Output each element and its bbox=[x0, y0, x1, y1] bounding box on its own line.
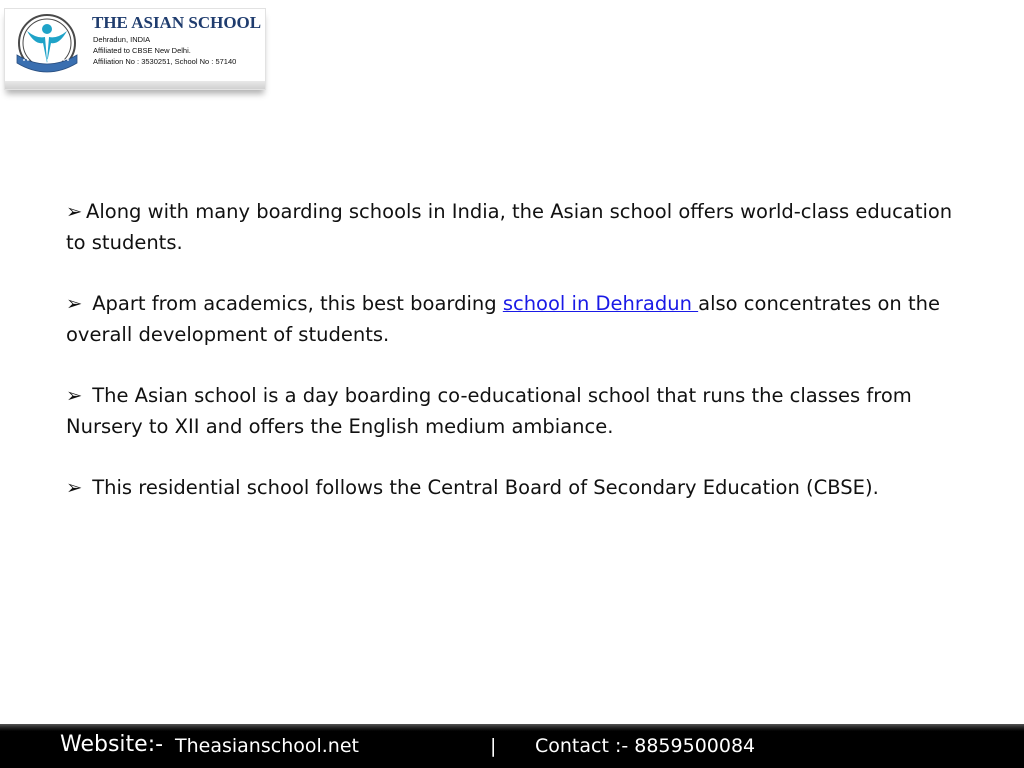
arrow-bullet-icon: ➢ bbox=[66, 292, 83, 315]
content-body bbox=[66, 196, 971, 533]
arrow-bullet-icon: ➢ bbox=[66, 384, 83, 407]
header-logo-panel bbox=[4, 8, 266, 90]
arrow-bullet-icon: ➢ bbox=[66, 200, 83, 223]
paragraph-4 bbox=[66, 472, 971, 503]
school-affiliation-number: Affiliation No : 3530251, School No : 57140 bbox=[93, 57, 237, 66]
school-affiliation: Affiliated to CBSE New Delhi. bbox=[93, 46, 191, 55]
footer-separator: | bbox=[490, 735, 497, 757]
paragraph-text-after-link: also concentrates on the overall development of students. bbox=[66, 292, 940, 346]
school-name: THE ASIAN SCHOOL bbox=[92, 13, 262, 32]
website-label: Website:- bbox=[60, 732, 164, 757]
paragraph-text: This residential school follows the Central Board of Secondary Education (CBSE). bbox=[86, 476, 879, 499]
paragraph-2 bbox=[66, 288, 971, 350]
school-location: Dehradun, INDIA bbox=[93, 35, 151, 44]
website-value: Theasianschool.net bbox=[175, 735, 359, 757]
paragraph-1 bbox=[66, 196, 971, 258]
school-in-dehradun-link[interactable]: school in Dehradun bbox=[502, 292, 699, 315]
arrow-bullet-icon: ➢ bbox=[66, 476, 83, 499]
paragraph-3 bbox=[66, 380, 971, 442]
paragraph-text: Along with many boarding schools in India, the Asian school offers world-class education to students. bbox=[66, 200, 953, 254]
contact-number: Contact :- 8859500084 bbox=[535, 735, 756, 757]
footer-bar bbox=[0, 724, 1024, 768]
paragraph-text: The Asian school is a day boarding co-educational school that runs the classes from Nursery to XII and offers the English medium ambiance. bbox=[66, 384, 912, 438]
school-logo-icon bbox=[9, 11, 85, 79]
paragraph-text-before-link: Apart from academics, this best boarding bbox=[86, 292, 503, 315]
